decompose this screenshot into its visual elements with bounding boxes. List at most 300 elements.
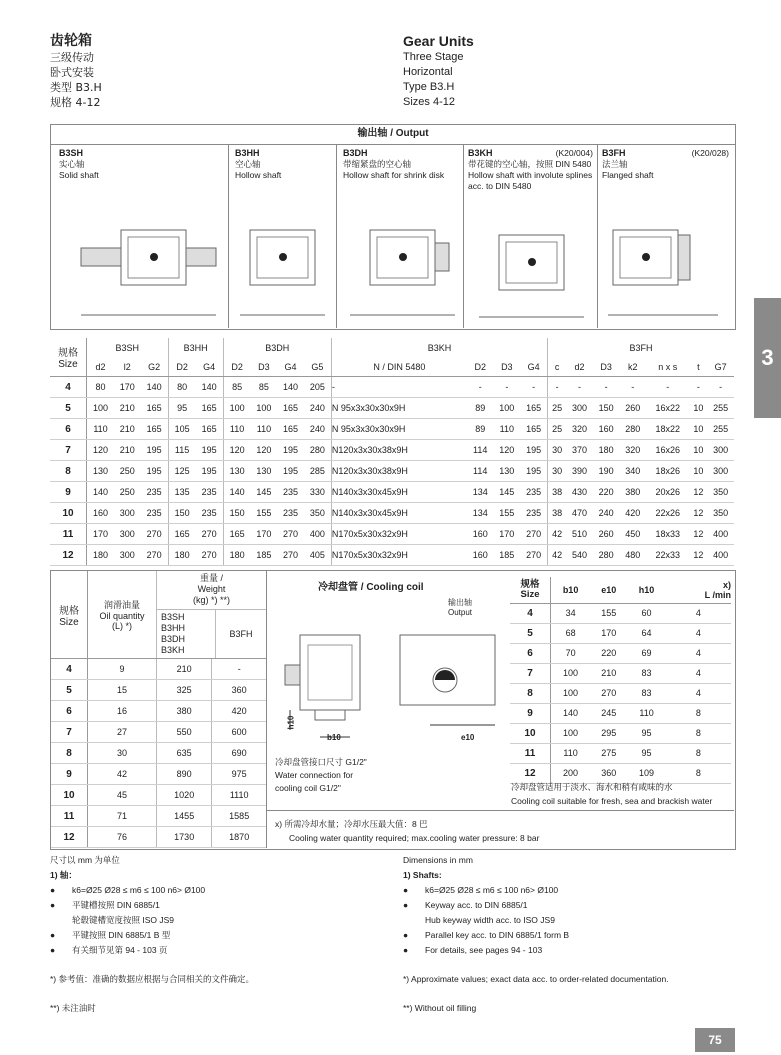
column-header: N / DIN 5480 [331, 358, 467, 377]
col-b10: b10 [551, 577, 591, 603]
shaft-ref: (K20/028) [691, 148, 729, 158]
foot-note-1: *) Approximate values; exact data acc. to order-related documentation. [403, 974, 669, 984]
table-cell: - [548, 377, 567, 398]
hollow-shaft-drawing [235, 215, 335, 325]
table-cell: 18x22 [646, 419, 689, 440]
table-cell: 1585 [212, 806, 266, 827]
water-connection-note [275, 756, 367, 795]
column-header: G7 [707, 358, 734, 377]
table-cell: 235 [196, 503, 224, 524]
table-cell: 12 [690, 482, 708, 503]
table-cell: 165 [196, 398, 224, 419]
table-cell: 270 [196, 545, 224, 566]
weight-table [51, 571, 266, 848]
table-cell: N 95x3x30x30x9H [331, 419, 467, 440]
table-cell: 195 [277, 440, 304, 461]
table-cell: 4 [666, 603, 731, 623]
table-cell: 400 [304, 524, 332, 545]
column-header: n x s [646, 358, 689, 377]
header-cn-title: 齿轮箱 [50, 33, 92, 49]
table-cell: 42 [88, 764, 157, 785]
table-cell: 280 [619, 419, 646, 440]
spline-shaft-drawing [474, 225, 589, 325]
table-cell: 270 [277, 524, 304, 545]
header-en-line: Sizes 4-12 [403, 96, 455, 108]
table-cell: 42 [548, 545, 567, 566]
table-cell: 340 [619, 461, 646, 482]
table-cell: 140 [223, 482, 251, 503]
cooling-body [510, 603, 731, 783]
table-cell: 105 [168, 419, 196, 440]
table-cell: 165 [277, 398, 304, 419]
table-cell: 140 [196, 377, 224, 398]
size-cell: 6 [510, 643, 551, 663]
foot-note-1: *) 参考值：准确的数据应根据与合同相关的文件确定。 [50, 974, 255, 984]
table-cell: 370 [566, 440, 593, 461]
table-cell: 300 [707, 461, 734, 482]
oil-en: Oil quantity [99, 611, 145, 621]
table-cell: 140 [141, 377, 169, 398]
foot-bullet: ● Parallel key acc. to DIN 6885/1 form B [403, 930, 570, 940]
size-cell: 8 [510, 683, 551, 703]
table-cell: 9 [88, 659, 157, 680]
header-en-line: Three Stage [403, 51, 464, 63]
table-cell: 270 [196, 524, 224, 545]
table-cell: N170x5x30x32x9H [331, 545, 467, 566]
table-cell: 210 [157, 659, 212, 680]
table-cell: 180 [223, 545, 251, 566]
table-cell: N120x3x30x38x9H [331, 440, 467, 461]
table-cell: N120x3x30x38x9H [331, 461, 467, 482]
table-cell: 95 [627, 723, 665, 743]
table-cell: 12 [690, 545, 708, 566]
table-cell: 170 [114, 377, 141, 398]
note-en: Water connection for [275, 770, 354, 780]
table-cell: 250 [114, 461, 141, 482]
table-cell: 165 [277, 419, 304, 440]
foot-note-2: **) Without oil filling [403, 1003, 477, 1013]
table-cell: 110 [223, 419, 251, 440]
table-cell: 235 [520, 482, 548, 503]
header-cn-line: 类型 B3.H [50, 81, 102, 94]
table-row [510, 603, 731, 623]
table-cell: 8 [666, 763, 731, 783]
table-cell: 110 [627, 703, 665, 723]
table-cell: 100 [223, 398, 251, 419]
table-cell: 220 [593, 482, 620, 503]
table-cell: 115 [168, 440, 196, 461]
size-cell: 4 [51, 659, 88, 680]
table-cell: - [619, 377, 646, 398]
table-cell: 140 [277, 377, 304, 398]
table-cell: 235 [277, 503, 304, 524]
table-cell: 100 [251, 398, 278, 419]
oil-header [88, 571, 157, 659]
shaft-cn: 空心轴 [235, 159, 261, 169]
table-cell: 180 [168, 545, 196, 566]
foot-bullet: ● k6=Ø25 Ø28 ≤ m6 ≤ 100 n6> Ø100 [403, 885, 559, 895]
size-cell: 5 [51, 680, 88, 701]
size-header [50, 338, 87, 377]
table-cell: 155 [494, 503, 521, 524]
column-header: d2 [566, 358, 593, 377]
table-cell: 420 [212, 701, 266, 722]
table-cell: 320 [566, 419, 593, 440]
cooling-coil-drawing [280, 625, 505, 750]
table-cell: 170 [87, 524, 115, 545]
foot-note-2: **) 未注油时 [50, 1003, 96, 1013]
table-cell: 235 [277, 482, 304, 503]
table-row [510, 703, 731, 723]
header-cn-line: 三级传动 [50, 51, 94, 64]
table-cell: 195 [196, 461, 224, 482]
table-cell: 95 [168, 398, 196, 419]
column-header: D2 [223, 358, 251, 377]
table-cell: 1730 [157, 827, 212, 848]
table-cell: 975 [212, 764, 266, 785]
column-header: D2 [467, 358, 494, 377]
column-header: G4 [277, 358, 304, 377]
header-en-line: Type B3.H [403, 81, 455, 93]
table-cell: 10 [690, 440, 708, 461]
table-cell: 10 [690, 461, 708, 482]
table-cell: 76 [88, 827, 157, 848]
table-cell: 245 [590, 703, 627, 723]
table-cell: 235 [141, 503, 169, 524]
table-cell: 110 [494, 419, 521, 440]
size-cell: 5 [50, 398, 87, 419]
note-cn: x) 所需冷却水量；冷却水压最大值：8 巴 [275, 819, 428, 829]
table-cell: 45 [88, 785, 157, 806]
table-cell: 114 [467, 440, 494, 461]
table-row [51, 659, 266, 680]
shaft-code: B3KH [468, 148, 493, 158]
footnotes-en [403, 853, 723, 1016]
table-cell: 22x26 [646, 503, 689, 524]
table-cell: 255 [707, 419, 734, 440]
table-cell: 135 [168, 482, 196, 503]
size-cell: 8 [51, 743, 88, 764]
weight-header [157, 571, 267, 659]
table-cell: 180 [87, 545, 115, 566]
size-cell: 6 [51, 701, 88, 722]
table-cell: 140 [87, 482, 115, 503]
foot-bullet: ● 平键槽按照 DIN 6885/1 [50, 900, 160, 910]
table-cell: N170x5x30x32x9H [331, 524, 467, 545]
table-cell: 195 [196, 440, 224, 461]
size-cell: 6 [50, 419, 87, 440]
table-cell: 430 [566, 482, 593, 503]
size-header [510, 577, 551, 603]
table-cell: 120 [223, 440, 251, 461]
table-cell: 83 [627, 663, 665, 683]
table-cell: 510 [566, 524, 593, 545]
table-cell: 165 [141, 419, 169, 440]
note-cn: 冷却盘管适用于淡水、海水和稍有咸味的水 [511, 782, 673, 792]
table-row [510, 643, 731, 663]
table-cell: 160 [467, 545, 494, 566]
table-cell: 260 [619, 398, 646, 419]
table-cell: - [566, 377, 593, 398]
col-h10: h10 [627, 577, 665, 603]
table-cell: 34 [551, 603, 591, 623]
foot-line: 轮毂键槽宽度按照 ISO JS9 [72, 915, 175, 925]
table-cell: 4 [666, 623, 731, 643]
shrink-disk-drawing [345, 215, 460, 325]
size-cell: 12 [51, 827, 88, 848]
table-cell: 690 [212, 743, 266, 764]
table-cell: 25 [548, 419, 567, 440]
table-cell: 95 [627, 743, 665, 763]
table-cell: 140 [551, 703, 591, 723]
table-row [510, 743, 731, 763]
table-cell: 300 [114, 524, 141, 545]
output-title: 输出轴 / Output [50, 124, 736, 145]
size-cn: 规格 [59, 605, 79, 617]
table-cell: 68 [551, 623, 591, 643]
table-cell: 15 [88, 680, 157, 701]
column-header: G4 [196, 358, 224, 377]
size-header [51, 571, 88, 659]
foot-unit: Dimensions in mm [403, 855, 473, 865]
table-cell: 22x33 [646, 545, 689, 566]
table-cell: 195 [277, 461, 304, 482]
shaft-panel-b3dh [337, 145, 464, 328]
size-label-cn: 规格 [58, 348, 78, 359]
table-cell: - [494, 377, 521, 398]
table-row [50, 419, 734, 440]
table-row [51, 722, 266, 743]
shaft-cn: 带缩紧盘的空心轴 [343, 159, 412, 169]
group-header: B3KH [331, 338, 547, 358]
table-row [51, 785, 266, 806]
table-cell: 195 [520, 461, 548, 482]
col-water [666, 577, 731, 603]
table-row [50, 398, 734, 419]
weight-col-b: B3FH [229, 629, 253, 639]
table-cell: 400 [707, 524, 734, 545]
foot-bullet: ● k6=Ø25 Ø28 ≤ m6 ≤ 100 n6> Ø100 [50, 885, 206, 895]
e10-label: e10 [461, 733, 475, 742]
table-cell: 360 [590, 763, 627, 783]
table-cell: 270 [141, 545, 169, 566]
table-cell: 70 [551, 643, 591, 663]
shaft-en: Flanged shaft [602, 170, 654, 180]
table-cell: 1455 [157, 806, 212, 827]
table-cell: 1020 [157, 785, 212, 806]
table-cell: 120 [251, 440, 278, 461]
column-header: t [690, 358, 708, 377]
table-cell: 420 [619, 503, 646, 524]
note-en: Cooling water quantity required; max.cooling water pressure: 8 bar [289, 833, 540, 843]
coil-suitability-note [511, 780, 712, 808]
header-en-line: Horizontal [403, 66, 453, 78]
chapter-tab: 3 [754, 298, 781, 418]
size-cell: 8 [50, 461, 87, 482]
shaft-cn: 实心轴 [59, 159, 85, 169]
table-cell: N140x3x30x45x9H [331, 503, 467, 524]
shaft-cn: 法兰轴 [602, 159, 628, 169]
table-cell: 16x22 [646, 398, 689, 419]
table-cell: 38 [548, 503, 567, 524]
table-cell: 170 [590, 623, 627, 643]
table-cell: 145 [494, 482, 521, 503]
table-cell: 60 [627, 603, 665, 623]
foot-bullet: ● 有关细节见第 94 - 103 页 [50, 945, 168, 955]
table-cell: 165 [196, 419, 224, 440]
table-cell: 10 [690, 419, 708, 440]
table-cell: 325 [157, 680, 212, 701]
table-cell: 190 [593, 461, 620, 482]
table-cell: - [690, 377, 708, 398]
table-cell: 210 [114, 398, 141, 419]
column-header: l2 [114, 358, 141, 377]
size-cell: 10 [51, 785, 88, 806]
table-cell: 89 [467, 398, 494, 419]
table-cell: 450 [619, 524, 646, 545]
shaft-en: Hollow shaft with involute splines acc. to DIN 5480 [468, 170, 593, 191]
table-cell: 83 [627, 683, 665, 703]
table-row [510, 683, 731, 703]
header-en-title: Gear Units [403, 33, 474, 49]
h10-label: h10 [286, 715, 296, 730]
table-cell: 100 [494, 398, 521, 419]
table-cell: 280 [304, 440, 332, 461]
size-cell: 11 [51, 806, 88, 827]
column-header: D2 [168, 358, 196, 377]
table-row [510, 663, 731, 683]
size-cell: 7 [50, 440, 87, 461]
foot-shafts: 1) Shafts: [403, 870, 442, 880]
group-header: B3FH [548, 338, 734, 358]
flanged-shaft-drawing [603, 215, 728, 325]
table-cell: 185 [494, 545, 521, 566]
column-header: D3 [494, 358, 521, 377]
table-row [510, 723, 731, 743]
table-cell: 210 [114, 440, 141, 461]
table-row [50, 524, 734, 545]
table-cell: 150 [168, 503, 196, 524]
size-cell: 10 [50, 503, 87, 524]
table-cell: 270 [277, 545, 304, 566]
table-cell: 89 [467, 419, 494, 440]
shaft-panel-b3hh [229, 145, 337, 328]
table-cell: 4 [666, 663, 731, 683]
group-header: B3DH [223, 338, 331, 358]
table-cell: 16x26 [646, 440, 689, 461]
table-cell: 30 [88, 743, 157, 764]
table-cell: 120 [87, 440, 115, 461]
table-cell: 1870 [212, 827, 266, 848]
table-cell: 195 [520, 440, 548, 461]
table-cell: 235 [520, 503, 548, 524]
cooling-table [510, 577, 731, 784]
table-cell: 195 [141, 440, 169, 461]
table-cell: - [646, 377, 689, 398]
foot-line: Hub keyway width acc. to ISO JS9 [425, 915, 555, 925]
table-cell: - [593, 377, 620, 398]
foot-shafts: 1) 轴： [50, 870, 77, 880]
shaft-en: Solid shaft [59, 170, 99, 180]
shaft-en: Hollow shaft [235, 170, 282, 180]
size-cell: 12 [510, 763, 551, 783]
output-label [448, 598, 472, 618]
table-cell: 180 [593, 440, 620, 461]
size-cell: 4 [510, 603, 551, 623]
table-cell: 550 [157, 722, 212, 743]
table-cell: 390 [566, 461, 593, 482]
header-cn-line: 规格 4-12 [50, 96, 101, 109]
table-cell: 210 [114, 419, 141, 440]
table-cell: 195 [141, 461, 169, 482]
table-cell: 16 [88, 701, 157, 722]
header-en [403, 32, 474, 110]
table-cell: 4 [666, 643, 731, 663]
table-cell: 165 [141, 398, 169, 419]
size-en: Size [59, 616, 79, 628]
oil-unit: (L) *) [112, 621, 132, 631]
table-cell: 8 [666, 723, 731, 743]
solid-shaft-drawing [76, 215, 226, 325]
table-row [50, 461, 734, 482]
table-cell: 285 [304, 461, 332, 482]
weight-unit: (kg) *) **) [192, 595, 230, 605]
table-cell: 38 [548, 482, 567, 503]
table-cell: 100 [551, 723, 591, 743]
table-cell: 160 [593, 419, 620, 440]
table-cell: 480 [619, 545, 646, 566]
group-header: B3SH [115, 343, 140, 353]
table-cell: 145 [251, 482, 278, 503]
table-cell: 170 [494, 524, 521, 545]
table-cell: 270 [520, 545, 548, 566]
table-cell: 350 [707, 482, 734, 503]
size-cell: 9 [510, 703, 551, 723]
table-cell: 8 [666, 703, 731, 723]
table-cell: 205 [304, 377, 332, 398]
shaft-code: B3DH [343, 148, 368, 158]
table-cell: 240 [304, 419, 332, 440]
table-cell: N140x3x30x45x9H [331, 482, 467, 503]
table-cell: 4 [666, 683, 731, 703]
table-cell: 80 [168, 377, 196, 398]
size-cell: 10 [510, 723, 551, 743]
table-cell: 350 [707, 503, 734, 524]
table-row [51, 806, 266, 827]
table-cell: 12 [690, 503, 708, 524]
table-cell: 300 [566, 398, 593, 419]
size-cell: 4 [50, 377, 87, 398]
table-cell: 255 [707, 398, 734, 419]
column-header: c [548, 358, 567, 377]
table-cell: - [331, 377, 467, 398]
table-cell: 160 [467, 524, 494, 545]
table-cell: 150 [223, 503, 251, 524]
size-cn: 规格 [520, 578, 540, 590]
table-cell: 260 [593, 524, 620, 545]
table-row [51, 764, 266, 785]
table-row [50, 482, 734, 503]
group-header: B3HH [168, 338, 223, 358]
table-cell: 240 [304, 398, 332, 419]
shaft-panel-b3kh [464, 145, 598, 328]
shaft-en: Hollow shaft for shrink disk [343, 170, 445, 180]
table-cell: 155 [251, 503, 278, 524]
table-cell: 130 [87, 461, 115, 482]
cooling-title: 冷却盘管 / Cooling coil [318, 582, 424, 593]
table-cell: 85 [223, 377, 251, 398]
shaft-panel-b3sh [51, 145, 229, 328]
